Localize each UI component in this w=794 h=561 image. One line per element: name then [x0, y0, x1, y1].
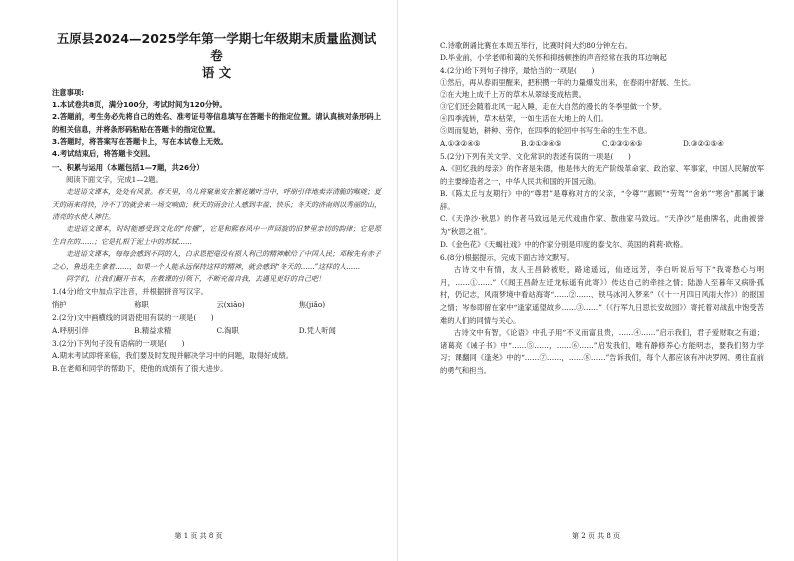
question-6: 6.(8分)根据提示，完成下面古诗文默写。 [440, 253, 575, 263]
q5-option-b: B.《陈太丘与友期行》中的“尊君”是尊称对方的父亲，“令尊”“惠顾”“劳驾”“舍弟”“寒舍”都属于谦辞。 [440, 189, 764, 211]
passage-paragraph-4: 同学们，让我们翻开书本，在教课的引领下，不断充盈自我，去遇见更好的自己吧！ [66, 275, 325, 284]
q4-sentence-1: ①然后，再从春雨里醒来，把积攒一年的力量爆发出来，在春雨中舒展、生长。 [440, 78, 696, 87]
exam-title: 五原县2024—2025学年第一学期七年级期末质量监测试卷 [56, 31, 377, 63]
reading-instruction: 阅读下面文字，完成1—2题。 [66, 175, 163, 185]
q5-option-c: C.《天净沙·秋思》的作者马致远是元代戏曲作家、散曲家马致远。“天净沙”是曲牌名，此曲被誉为“秋思之祖”。 [440, 214, 764, 236]
q6-paragraph-1: 古诗文中有情，友人王昌龄被贬，路途遥远，仙迹远芳，李白听说后写下“我寄愁心与明月，……①……”（《闻王昌龄左迁龙标遥有此寄》）传达自己的牵挂之情；陆游人至暮年又病卧孤村，仍记志，风雨梦境中看站海寄“……②……、铁马冰河入梦来”（《十一月四日风雨大作》）的报国之情；岑参即留在家中“逢家遥望故乡……③……”（《行军九日思长安故园》）寄托着对战乱中饱受苦难的人们的同情与关心。 [440, 265, 764, 325]
question-4-options [440, 137, 764, 151]
q2-option-d: D.凭人听闻 [298, 326, 336, 336]
question-1-items [52, 298, 381, 312]
notes-heading: 注意事项: [52, 88, 85, 97]
q5-option-a: A.《回忆我的母亲》的作者是朱德，他是伟大的无产阶级革命家、政治家、军事家，中国人民解放军的主要缔造者之一，中华人民共和国的开国元勋。 [440, 164, 764, 186]
q4-option-d: D.③②①⑤④ [683, 139, 724, 148]
note-4: 4.考试结束后，将答题卡交回。 [52, 149, 155, 159]
passage-paragraph-1: 走进语文课本，处处有风景。春天里，乌儿将窠巢安在繁花嫩叶当中，呼朋引伴地卖弄清脆的喉咙；夏天的雨来得快，冷不丁的就会来一场交响曲；秋天的雨会让人感到丰盈、快乐；冬天的济南则以秀丽的山，清亮的水使人神往。 [52, 188, 381, 221]
question-3: 3.(2分)下列句子没有语病的一项是( ) [52, 339, 185, 349]
question-2: 2.(2分)文中画横线的词语使用有误的一项是( ) [52, 313, 214, 323]
note-2: 2.答题前，考生务必先将自己的姓名、准考证号等信息填写在答题卡的指定位置。请认真核对条形码上的相关信息，并将条形码粘贴在答题卡的指定位置。 [52, 112, 381, 134]
q4-sentence-4: ④四季流转，草木枯荣，一如生活在大地上的人们。 [440, 114, 608, 123]
q1-item-3: 云(xiāo) [216, 300, 245, 310]
page-footer-1: 第 1 页 共 8 页 [174, 532, 223, 540]
q4-sentence-2: ②在大地上成千上万的草木从翠绿变成枯黄。 [440, 90, 586, 99]
passage-paragraph-3: 走进语文课本，每每会感到不同的人，白求恩把毫没有损人利己的精神献给了中国人民；邓稼先有赤子之心，鲁迅先生拿着……，如果一个人能永远保持这样的精神，就会感到“冬天的……”这样的人…… [52, 250, 381, 271]
q4-sentence-5: ⑤周而复始，耕种、劳作，在四季的轮回中书写生命的生生不息。 [440, 126, 652, 135]
note-3: 3.答题时，将答案写在答题卡上，写在本试卷上无效。 [52, 137, 228, 147]
passage-paragraph-2: 走进语文课本，时时能感受到文化的“传播”，它是和熙春风中一声回旋的旧梦里亲切的韵律；它是原生自在的……；它是扎根于泥土中的苏轼…… [52, 225, 381, 246]
q4-option-a: A.①③②④⑤ [440, 139, 481, 148]
question-1: 1.(4分)给文中加点字注音，并根据拼音写汉字。 [52, 287, 208, 297]
q3-option-d: D.毕业前，小学老师和蔼的关怀和抑扬顿挫的声音经常在我的耳边响起 [440, 53, 667, 62]
note-1: 1.本试卷共8页，满分100分，考试时间为120分钟。 [52, 100, 227, 109]
q2-option-a: A.呼朋引伴 [52, 326, 89, 336]
q1-item-4: 焦(jiǎo) [298, 300, 326, 310]
subject-title: 语 文 [201, 65, 232, 80]
q4-option-c: C.②③①④⑤ [602, 139, 643, 148]
q3-option-a: A.期末考试即将来临，我们要及时发现并解决学习中的问题，取得好成绩。 [52, 351, 294, 361]
q2-option-c: C.淘职 [216, 326, 239, 336]
q1-item-1: 悄护 [52, 300, 67, 310]
q4-sentence-3: ③它们还会随着北风一起入睡，走在大自然的漫长的冬季里做一个梦。 [440, 102, 667, 111]
q3-option-c: C.诗歌朗诵比赛在本周五举行，比赛时间大约80分钟左右。 [440, 41, 633, 50]
question-2-options [52, 324, 381, 338]
q5-option-d: D.《金色花》《天蝎社戏》中的作家分别是印度的泰戈尔、英国的莉莉·欧格。 [440, 239, 688, 249]
q6-paragraph-2: 古诗文中有智，《论语》中孔子用“不义而富且贵，……④……”启示我们，君子爱财取之有道；诸葛亮《诫子书》中“……⑤……，……⑥……”启发我们，唯有静修养心方能明志，要我们努力学习；课翻同《逢尧》中的“……⑦……，……⑧……”告诉我们，每个人都应该有冲决罗网、勇往直前的勇气和担当。 [440, 328, 764, 375]
q4-option-b: B.②①③④⑤ [521, 139, 562, 148]
q3-option-b: B.在老师和同学的帮助下，使他的成绩有了很大进步。 [52, 364, 228, 374]
page-2 [397, 0, 794, 561]
page-footer-2: 第 2 页 共 8 页 [571, 532, 621, 540]
question-4: 4.(2分)给下列句子排序，最恰当的一项是( ) [440, 66, 595, 75]
section-1-heading: 一、积累与运用（本题包括1—7题，共26分） [52, 163, 204, 173]
q2-option-b: B.精益求精 [134, 326, 172, 336]
question-5: 5.(2分)下列有关文学、文化常识的表述有误的一项是( ) [440, 152, 631, 161]
q1-item-2: 称职 [134, 300, 149, 310]
